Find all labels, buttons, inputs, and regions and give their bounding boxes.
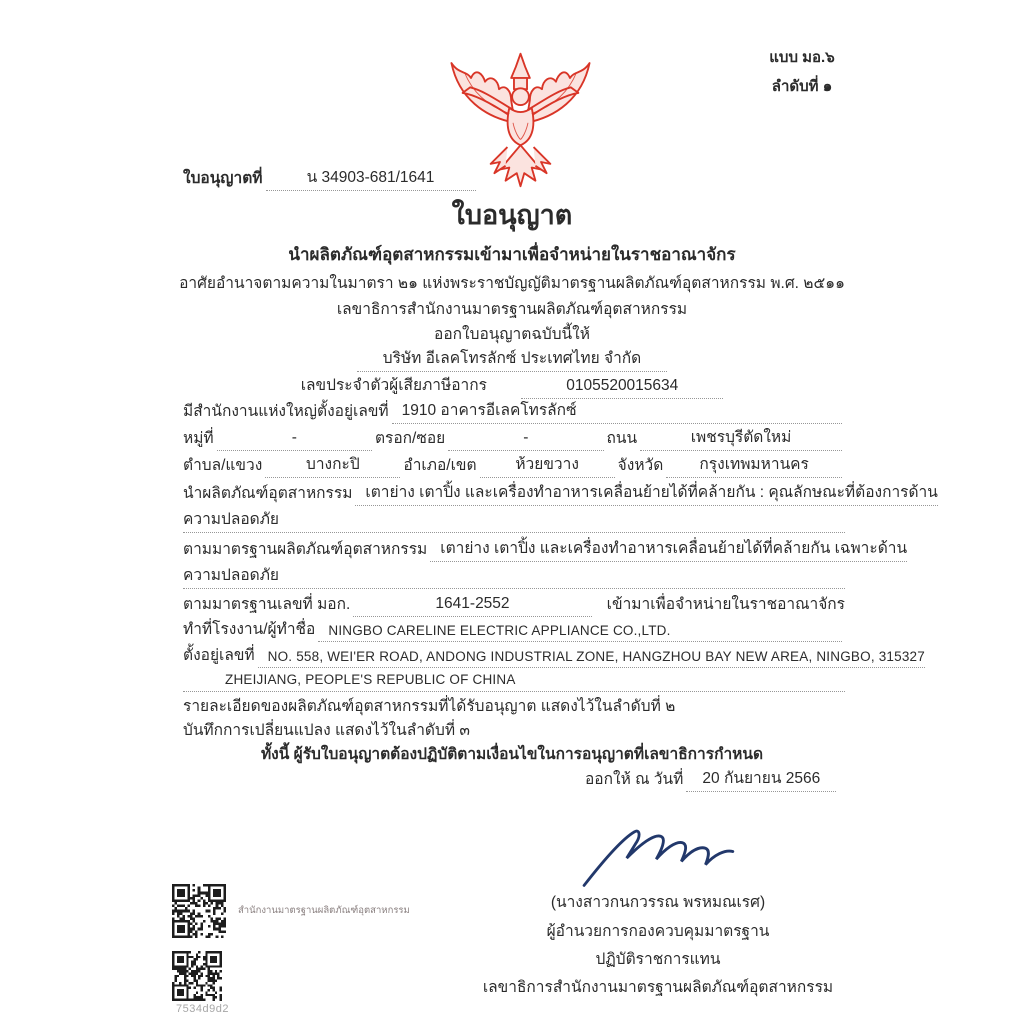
standard-number-value: 1641-2552 bbox=[353, 594, 591, 617]
issue-date-value: 20 กันยายน 2566 bbox=[686, 769, 836, 792]
authority-line-2: เลขาธิการสำนักงานมาตรฐานผลิตภัณฑ์อุตสาหกรรม bbox=[336, 301, 688, 318]
product-label: นำผลิตภัณฑ์อุตสาหกรรม bbox=[183, 485, 353, 502]
moo-label: หมู่ที่ bbox=[183, 430, 214, 447]
company-name: บริษัท อีเลคโทรลักซ์ ประเทศไทย จำกัด bbox=[357, 349, 667, 372]
factory-address-row-2 bbox=[183, 671, 845, 692]
document-title: ใบอนุญาต bbox=[451, 200, 573, 230]
product-value: เตาย่าง เตาปิ้ง และเครื่องทำอาหารเคลื่อนย้ายได้ที่คล้ายกัน : คุณลักษณะที่ต้องการด้าน bbox=[355, 483, 937, 506]
qr-verify-code: 7534d9d2 bbox=[176, 1003, 229, 1015]
soi-label: ตรอก/ซอย bbox=[374, 430, 446, 447]
signature-image bbox=[575, 822, 755, 892]
company-name-row bbox=[0, 349, 1024, 372]
qr-code-verify bbox=[172, 951, 222, 1001]
document-subtitle: นำผลิตภัณฑ์อุตสาหกรรมเข้ามาเพื่อจำหน่ายในราชอาณาจักร bbox=[288, 245, 736, 264]
issue-date-label: ออกให้ ณ วันที่ bbox=[585, 771, 684, 788]
issue-to-label: ออกใบอนุญาตฉบับนี้ให้ bbox=[434, 326, 590, 343]
address-row-1 bbox=[183, 428, 845, 451]
subdistrict-value: บางกะปิ bbox=[265, 455, 400, 478]
signatory-position-2: ปฏิบัติราชการแทน bbox=[595, 951, 721, 968]
form-sequence: ลำดับที่ ๑ bbox=[771, 77, 833, 95]
subdistrict-label: ตำบล/แขวง bbox=[183, 457, 263, 474]
purpose-text: เข้ามาเพื่อจำหน่ายในราชอาณาจักร bbox=[606, 596, 845, 613]
province-value: กรุงเทพมหานคร bbox=[666, 455, 842, 478]
address-row-2 bbox=[183, 455, 845, 478]
form-code-block bbox=[742, 44, 862, 101]
province-label: จังหวัด bbox=[617, 457, 664, 474]
detail-note-2: บันทึกการเปลี่ยนแปลง แสดงไว้ในลำดับที่ ๓ bbox=[183, 722, 470, 739]
license-number-value: น 34903-681/1641 bbox=[266, 168, 476, 191]
product-row bbox=[183, 483, 938, 506]
factory-name: NINGBO CARELINE ELECTRIC APPLIANCE CO.,LTD. bbox=[318, 622, 842, 643]
product-value-cont: ความปลอดภัย bbox=[183, 511, 280, 528]
head-office-label: มีสำนักงานแห่งใหญ่ตั้งอยู่เลขที่ bbox=[183, 403, 389, 420]
standard-row-cont bbox=[183, 566, 845, 589]
head-office-row bbox=[183, 401, 845, 424]
standard-number-label: ตามมาตรฐานเลขที่ มอก. bbox=[183, 596, 351, 613]
standard-row bbox=[183, 539, 908, 562]
standard-number-row bbox=[183, 594, 845, 617]
condition-note: ทั้งนี้ ผู้รับใบอนุญาตต้องปฏิบัติตามเงื่อนไขในการอนุญาตที่เลขาธิการกำหนด bbox=[260, 746, 764, 763]
factory-address-row bbox=[183, 646, 925, 668]
signatory-name: (นางสาวกนกวรรณ พรหมณเรศ) bbox=[550, 894, 766, 911]
road-label: ถนน bbox=[606, 430, 638, 447]
soi-value: - bbox=[448, 428, 603, 451]
tax-id-value: 0105520015634 bbox=[521, 376, 723, 399]
head-office-value: 1910 อาคารอีเลคโทรลักซ์ bbox=[392, 401, 842, 424]
signatory-position-1: ผู้อำนวยการกองควบคุมมาตรฐาน bbox=[546, 923, 770, 940]
factory-address-line2: ZHEIJIANG, PEOPLE'S REPUBLIC OF CHINA bbox=[225, 672, 516, 687]
standard-value-cont: ความปลอดภัย bbox=[183, 567, 280, 584]
road-value: เพชรบุรีตัดใหม่ bbox=[640, 428, 842, 451]
district-value: ห้วยขวาง bbox=[480, 455, 615, 478]
qr-code-office bbox=[172, 884, 226, 938]
issue-date-row bbox=[585, 769, 839, 792]
signatory-position-3: เลขาธิการสำนักงานมาตรฐานผลิตภัณฑ์อุตสาหกรรม bbox=[482, 979, 834, 996]
standard-value: เตาย่าง เตาปิ้ง และเครื่องทำอาหารเคลื่อนย้ายได้ที่คล้ายกัน เฉพาะด้าน bbox=[430, 539, 907, 562]
authority-line-1: อาศัยอำนาจตามความในมาตรา ๒๑ แห่งพระราชบัญญัติมาตรฐานผลิตภัณฑ์อุตสาหกรรม พ.ศ. ๒๕๑๑ bbox=[179, 275, 845, 292]
qr-caption: สำนักงานมาตรฐานผลิตภัณฑ์อุตสาหกรรม bbox=[238, 905, 410, 916]
license-number-row bbox=[183, 168, 483, 191]
factory-address-label: ตั้งอยู่เลขที่ bbox=[183, 647, 255, 664]
district-label: อำเภอ/เขต bbox=[403, 457, 477, 474]
license-number-label: ใบอนุญาตที่ bbox=[183, 170, 263, 187]
form-code: แบบ มอ.๖ bbox=[769, 49, 835, 66]
standard-label: ตามมาตรฐานผลิตภัณฑ์อุตสาหกรรม bbox=[183, 541, 428, 558]
tax-id-label: เลขประจำตัวผู้เสียภาษีอากร bbox=[300, 377, 487, 394]
factory-address-line1: NO. 558, WEI'ER ROAD, ANDONG INDUSTRIAL ZONE, HANGZHOU BAY NEW AREA, NINGBO, 315327 bbox=[258, 648, 925, 669]
moo-value: - bbox=[217, 428, 372, 451]
tax-id-row bbox=[0, 376, 1024, 399]
product-row-cont bbox=[183, 510, 845, 533]
factory-label: ทำที่โรงงาน/ผู้ทำชื่อ bbox=[183, 621, 316, 638]
factory-row bbox=[183, 620, 845, 642]
detail-note-1: รายละเอียดของผลิตภัณฑ์อุตสาหกรรมที่ได้รับอนุญาต แสดงไว้ในลำดับที่ ๒ bbox=[183, 698, 676, 715]
